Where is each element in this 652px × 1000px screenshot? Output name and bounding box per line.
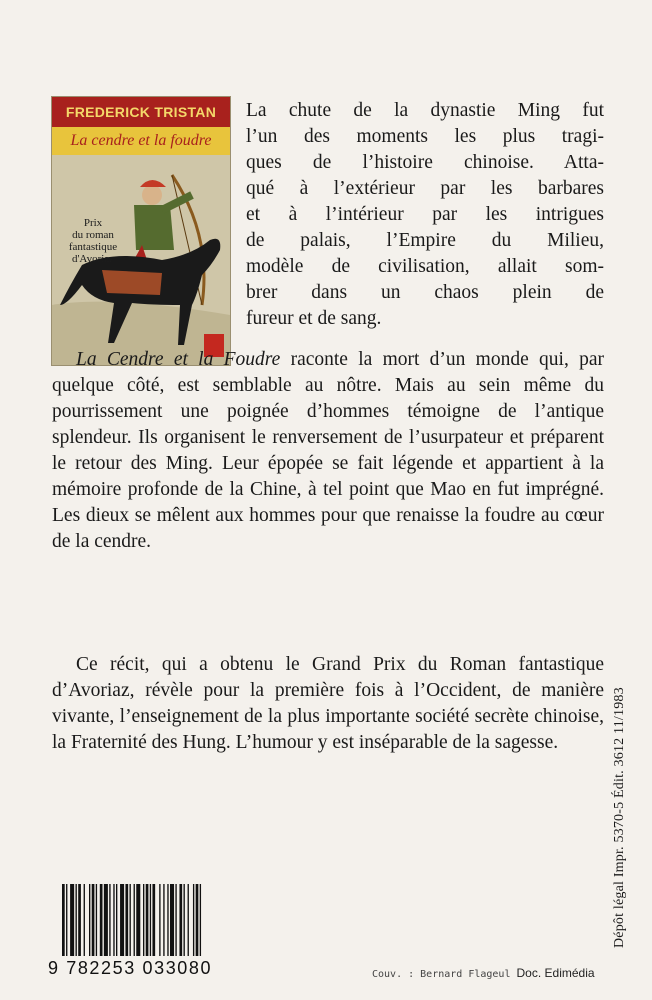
paragraph-intro: La chute de la dynastie Ming fut l’un des moments les plus tragi- ques de l’histoire chinoise. Atta- qué à l’extérieur par les barbares et à l’intérieur par les intrigues de palais, l’Empire du Milieu, modèle de civilisation, allait som- brer dans un chaos plein de fureur et de sang. <box>246 100 604 329</box>
book-cover-thumbnail <box>52 97 230 365</box>
paragraph-story: La Cendre et la Foudre raconte la mort d’un monde qui, par quelque côté, est semblable au nôtre. Mais au sein même du pourrissement une poignée d’hommes témoigne de l’antique splendeur. Ils organisent le renversement de l’usurpateur et préparent le retour des Ming. Leur épopée se fait légende et appartient à la mémoire profonde de la Chine, à tel point que Mao en fut imprégné. Les dieux se mêlent aux hommes pour que renaisse la foudre au cœur de la cendre. <box>52 349 604 552</box>
legal-deposit: Dépôt légal Impr. 5370-5 Édit. 3612 11/1983 <box>612 687 627 948</box>
cover-title: La cendre et la foudre <box>52 127 230 155</box>
book-title-italic: La Cendre et la Foudre <box>76 349 281 370</box>
isbn-number: 9 782253 033080 <box>48 958 213 978</box>
paragraph-prize: Ce récit, qui a obtenu le Grand Prix du Roman fantastique d’Avoriaz, révèle pour la première fois à l’Occident, de manière vivante, l’enseignement de la plus importante société secrète chinoise, la Fraternité des Hung. L’humour y est inséparable de la sagesse. <box>52 654 604 753</box>
cover-credit: Couv. : Bernard Flageul <box>372 969 511 980</box>
cover-prize-label: Prix du roman fantastique d'Avoriaz <box>68 217 118 265</box>
cover-credits <box>372 966 595 980</box>
barcode <box>62 884 246 956</box>
doc-credit: Doc. Edimédia <box>516 966 595 980</box>
cover-author: FREDERICK TRISTAN <box>52 97 230 127</box>
